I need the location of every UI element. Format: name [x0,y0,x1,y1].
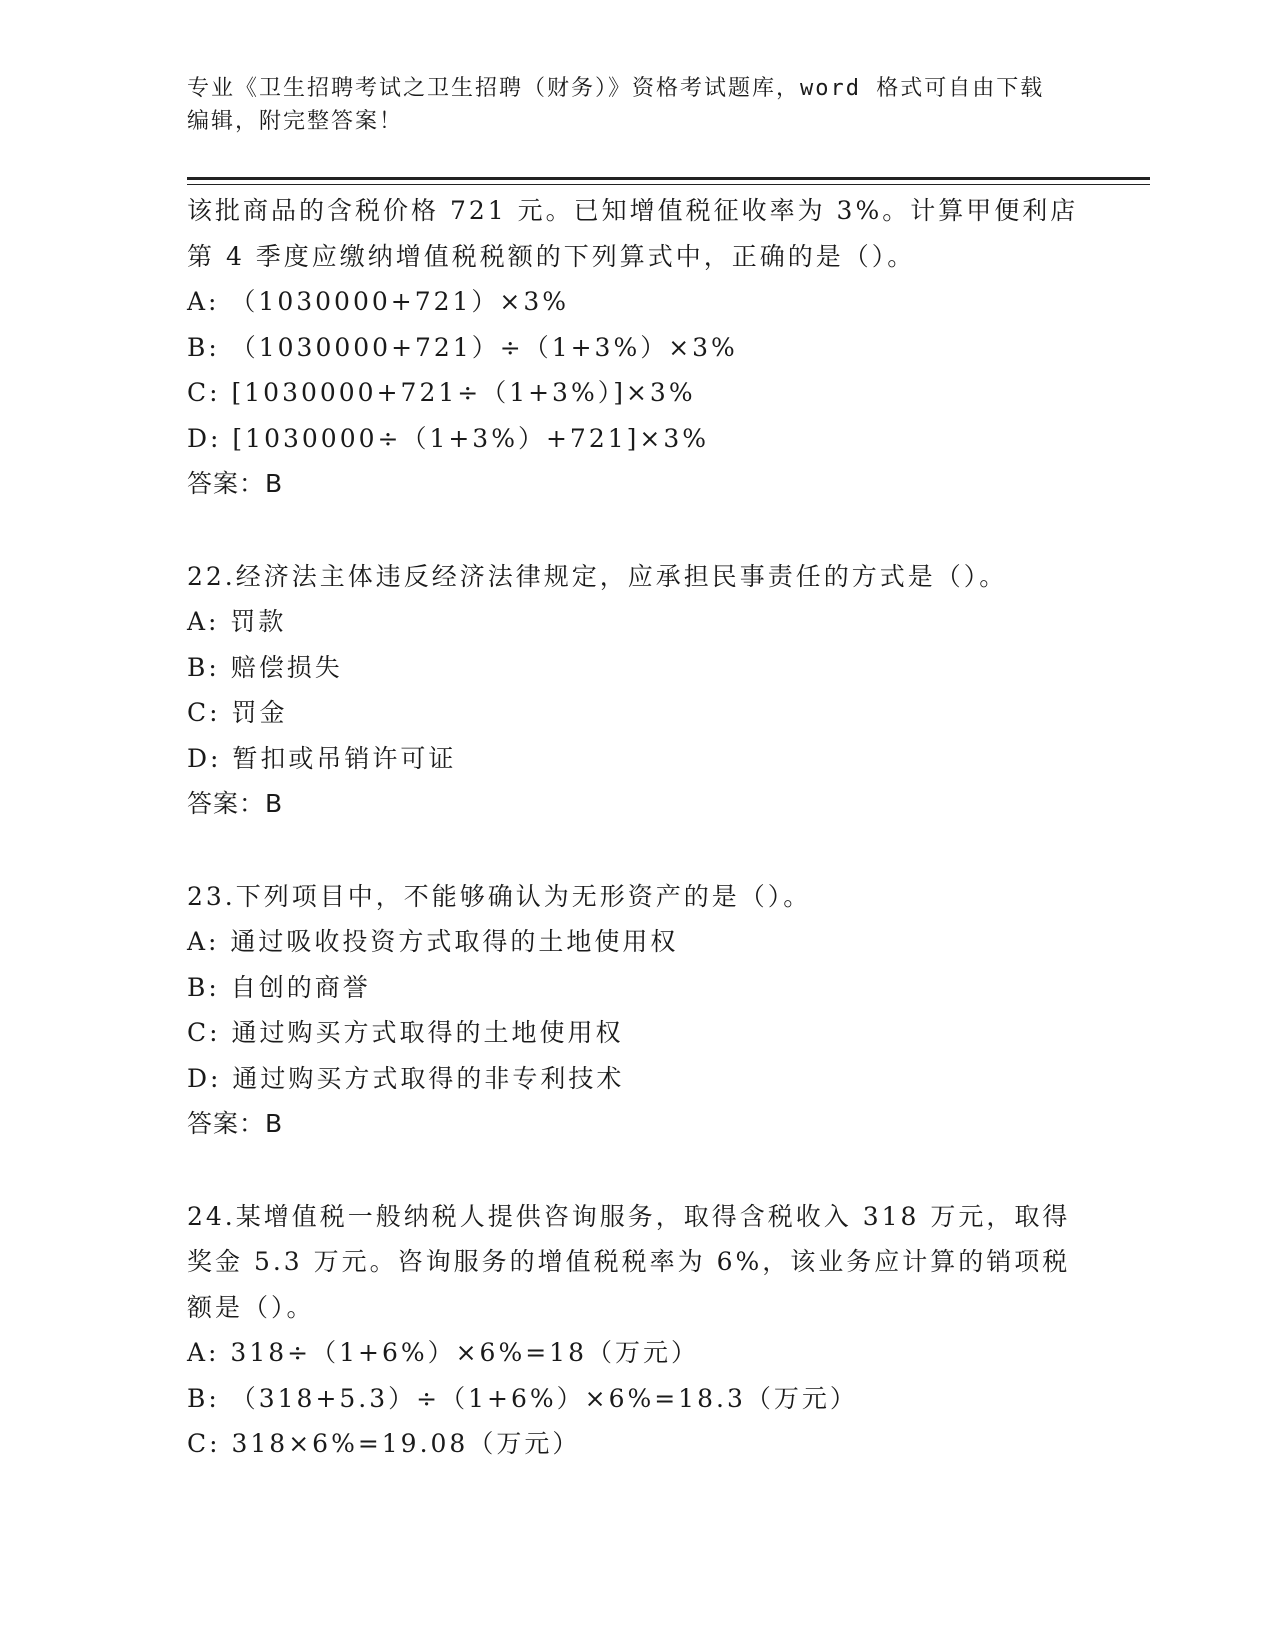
option-d: D: [1030000÷（1+3%）+721]×3% [187,423,709,453]
option-b: B: （318+5.3）÷（1+6%）×6%=18.3（万元） [187,1383,858,1413]
question-stem: 24.某增值税一般纳税人提供咨询服务，取得含税收入 318 万元，取得 [187,1201,1071,1231]
header-divider-thin [187,184,1150,185]
question-stem: 额是（）。 [187,1292,315,1322]
answer-label: 答案：B [187,1109,284,1138]
question-stem: 第 4 季度应缴纳增值税税额的下列算式中，正确的是（）。 [187,241,916,271]
question-stem: 该批商品的含税价格 721 元。已知增值税征收率为 3%。计算甲便利店 [187,196,1079,225]
question-stem: 奖金 5.3 万元。咨询服务的增值税税率为 6%，该业务应计算的销项税 [187,1247,1071,1276]
option-b: B: 自创的商誉 [187,972,371,1002]
question-24 [187,1194,1087,1467]
spacer [187,827,1087,874]
question-stem: 22.经济法主体违反经济法律规定，应承担民事责任的方式是（）。 [187,561,1008,591]
spacer [187,507,1087,554]
option-a: A: 通过吸收投资方式取得的土地使用权 [187,927,679,956]
option-c: C: 通过购买方式取得的土地使用权 [187,1018,624,1047]
option-c: C: 318×6%=19.08（万元） [187,1429,581,1458]
question-22 [187,554,1087,827]
question-23 [187,874,1087,1147]
option-d: D: 通过购买方式取得的非专利技术 [187,1063,625,1093]
header-line-1: 专业《卫生招聘考试之卫生招聘（财务）》资格考试题库，word 格式可自由下载 [187,76,1045,101]
question-list [187,188,1087,1467]
answer-label: 答案：B [187,469,284,498]
document-header [187,72,1087,138]
option-b: B: 赔偿损失 [187,652,343,682]
option-d: D: 暂扣或吊销许可证 [187,743,457,773]
option-a: A: （1030000+721）×3% [187,287,570,316]
option-a: A: 罚款 [187,607,287,636]
header-divider-thick [187,177,1150,180]
option-c: C: [1030000+721÷（1+3%）]×3% [187,378,696,407]
option-b: B: （1030000+721）÷（1+3%）×3% [187,332,738,362]
question-21 [187,188,1087,507]
spacer [187,1147,1087,1194]
option-a: A: 318÷（1+6%）×6%=18（万元） [187,1338,699,1367]
question-stem: 23.下列项目中，不能够确认为无形资产的是（）。 [187,881,812,911]
answer-label: 答案：B [187,789,284,818]
option-c: C: 罚金 [187,698,288,727]
header-line-2: 编辑，附完整答案！ [187,109,404,134]
